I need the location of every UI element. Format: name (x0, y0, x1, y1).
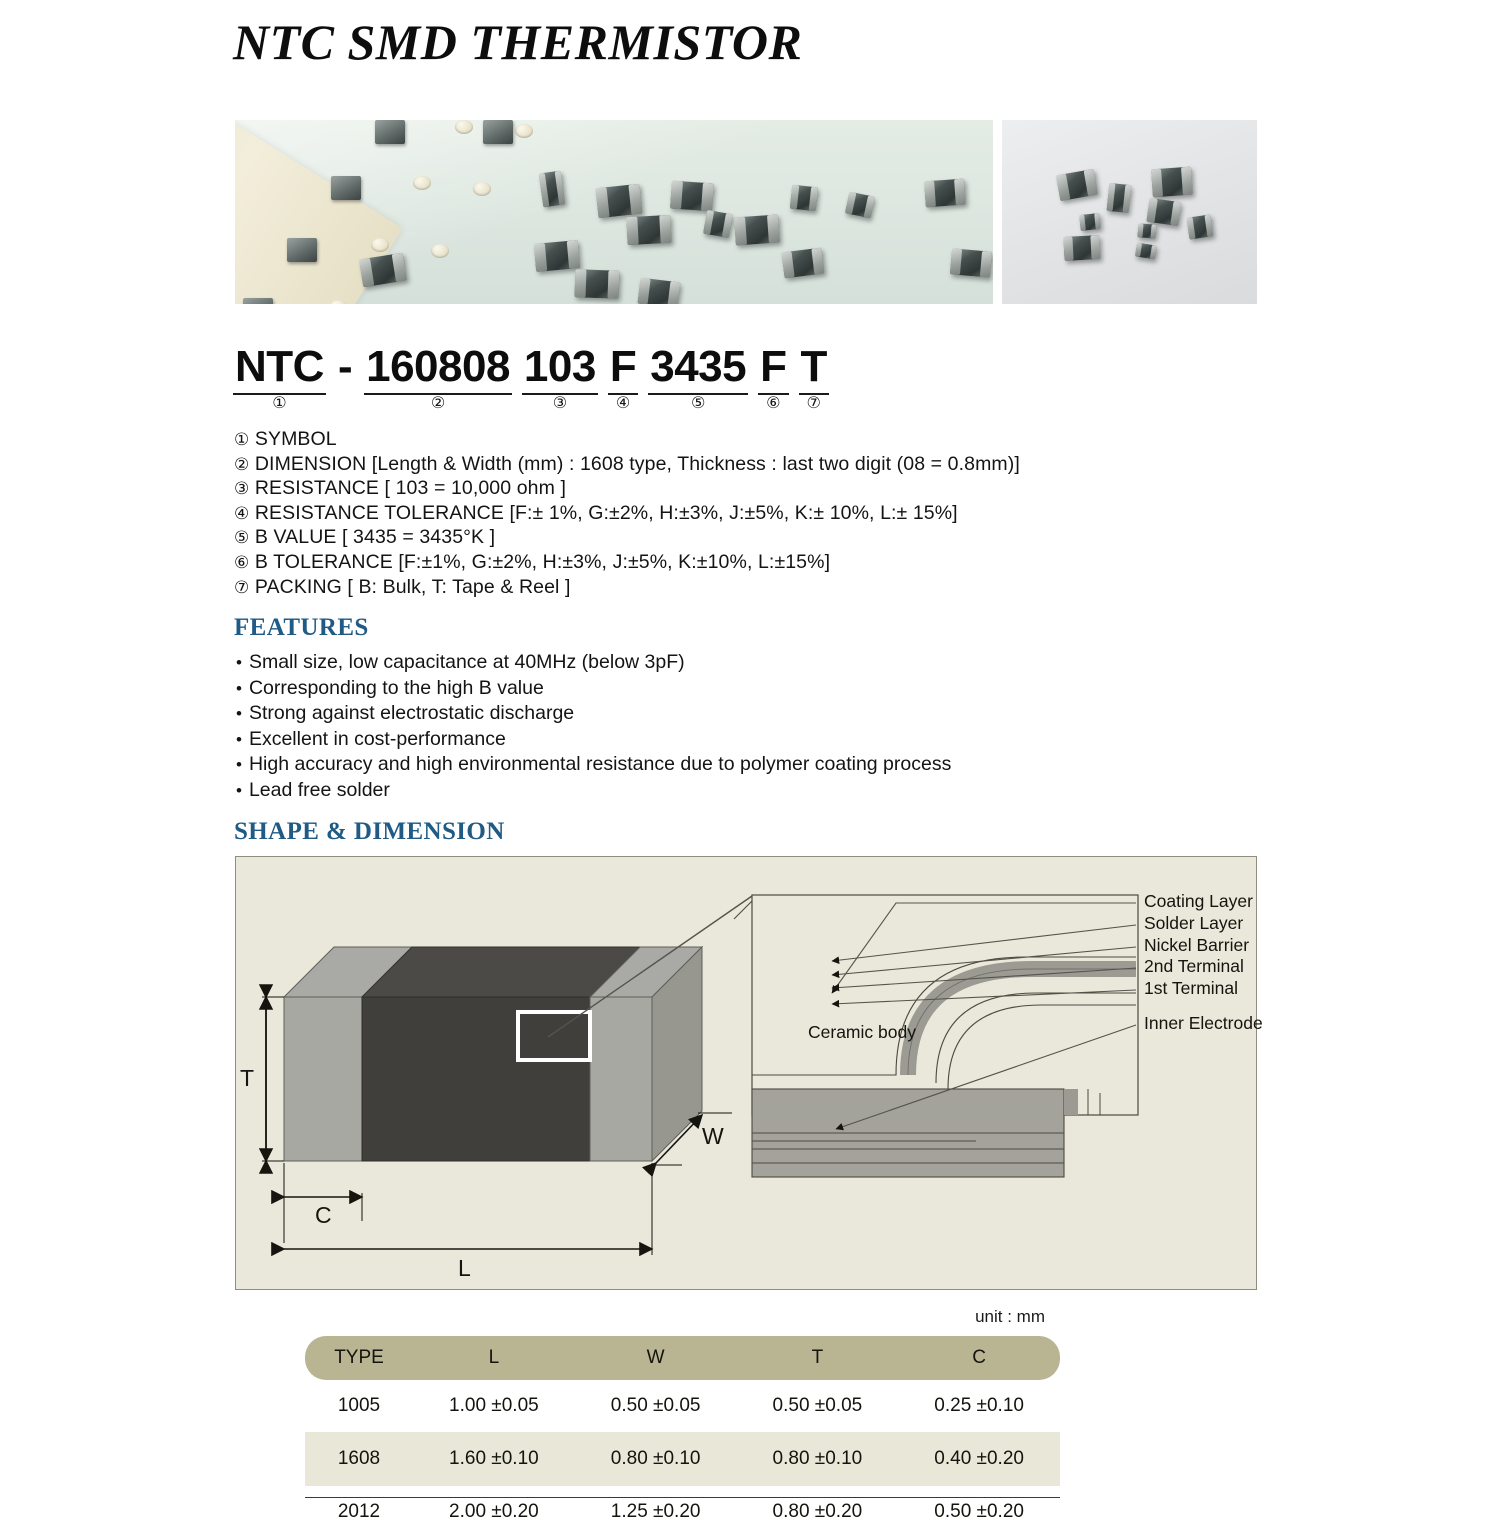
product-photo-loose (1002, 120, 1257, 304)
feature-text: Excellent in cost-performance (248, 727, 506, 750)
loose-chip (1151, 167, 1193, 198)
loose-chip (950, 248, 992, 277)
photo-background (1002, 120, 1257, 304)
feature-text: Corresponding to the high B value (248, 676, 544, 699)
feature-text: Lead free solder (248, 778, 390, 801)
loose-chip (1063, 235, 1100, 261)
legend-item (234, 453, 1020, 478)
legend-item (234, 526, 1020, 551)
taped-chip (375, 120, 405, 144)
legend-item (234, 428, 1020, 453)
legend-marker: ③ (234, 479, 250, 500)
loose-chip (782, 248, 825, 279)
pn-text: F (608, 342, 638, 395)
loose-chip (539, 171, 566, 208)
loose-chip (670, 181, 714, 212)
loose-chip (626, 215, 671, 245)
cell-type: 1608 (337, 1448, 381, 1469)
col-header-l: L (488, 1347, 500, 1368)
cell-c: 0.50 ±0.20 (934, 1501, 1024, 1522)
loose-chip (924, 179, 966, 208)
loose-chip (596, 184, 643, 218)
part-number-legend (234, 428, 1020, 600)
cell-t: 0.80 ±0.10 (772, 1448, 863, 1469)
cell-l: 2.00 ±0.20 (449, 1501, 539, 1522)
cell-l: 1.60 ±0.10 (449, 1448, 539, 1469)
tape-hole (431, 244, 449, 258)
product-photo-tape (235, 120, 993, 304)
legend-text: DIMENSION [Length & Width (mm) : 1608 type, Thickness : last two digit (08 = 0.8mm)] (254, 452, 1020, 475)
pn-text: 3435 (648, 342, 748, 395)
feature-item (236, 778, 951, 804)
pn-segment-dash (336, 344, 354, 392)
col-header-w: W (646, 1347, 665, 1368)
pn-segment-1 (233, 344, 326, 414)
table-row (305, 1486, 1060, 1538)
cell-type: 1005 (337, 1395, 381, 1416)
col-header-type: TYPE (334, 1347, 384, 1368)
dimension-table (305, 1336, 1060, 1538)
callout-nickel-barrier: Nickel Barrier (1144, 935, 1250, 955)
pn-segment-5 (648, 344, 748, 414)
loose-chip (1079, 213, 1101, 231)
legend-marker: ⑤ (234, 528, 250, 549)
pn-marker: ① (272, 393, 287, 412)
taped-chip (483, 120, 513, 144)
cell-c: 0.25 ±0.10 (934, 1395, 1024, 1416)
shape-diagram (236, 857, 1258, 1291)
legend-item (234, 502, 1020, 527)
part-number-breakdown (233, 344, 829, 414)
loose-chip (1187, 214, 1214, 239)
loose-chip (534, 240, 580, 272)
pn-segment-6 (758, 344, 788, 414)
pn-marker: ③ (552, 393, 568, 412)
cell-t: 0.80 ±0.20 (772, 1501, 863, 1522)
features-list (236, 650, 951, 803)
cell-type: 2012 (337, 1501, 381, 1522)
tape-hole (413, 176, 431, 190)
cell-w: 1.25 ±0.20 (610, 1501, 701, 1522)
callout-1st-terminal: 1st Terminal (1144, 978, 1239, 998)
tape-hole (473, 182, 491, 196)
loose-chip (1135, 243, 1157, 260)
loose-chip (703, 210, 733, 238)
loose-chip (575, 269, 620, 299)
taped-chip (287, 238, 317, 262)
legend-marker: ⑦ (234, 577, 250, 598)
loose-chip (790, 185, 818, 212)
table-row (305, 1380, 1060, 1432)
callout-2nd-terminal: 2nd Terminal (1144, 956, 1244, 976)
taped-chip (331, 176, 361, 200)
callout-inner-electrode: Inner Electrode (1144, 1013, 1263, 1033)
pn-marker: ⑦ (806, 393, 821, 412)
legend-text: RESISTANCE [ 103 = 10,000 ohm ] (254, 477, 566, 500)
legend-text: PACKING [ B: Bulk, T: Tape & Reel ] (254, 575, 571, 598)
feature-item (236, 701, 951, 727)
feature-item (236, 650, 951, 676)
legend-text: B VALUE [ 3435 = 3435°K ] (254, 526, 496, 549)
tape-hole (455, 120, 473, 134)
dimension-label-t: T (240, 1065, 255, 1091)
legend-marker: ④ (234, 503, 250, 524)
unit-note: unit : mm (975, 1307, 1045, 1326)
pn-marker: ④ (615, 393, 631, 412)
loose-chip (734, 214, 780, 245)
shape-dimension-panel (235, 856, 1263, 1290)
pn-text: F (758, 342, 788, 395)
tape-hole (515, 124, 533, 138)
shape-dimension-heading: SHAPE & DIMENSION (234, 818, 505, 845)
feature-text: High accuracy and high environmental resistance due to polymer coating process (248, 753, 952, 775)
col-header-c: C (972, 1347, 986, 1368)
pn-marker: ⑤ (691, 393, 706, 412)
cell-c: 0.40 ±0.20 (934, 1448, 1024, 1469)
pn-marker: ⑥ (766, 393, 781, 412)
cell-l: 1.00 ±0.05 (449, 1395, 539, 1416)
feature-text: Small size, low capacitance at 40MHz (below 3pF) (248, 651, 685, 673)
taped-chip (243, 298, 273, 304)
ceramic-body-label: Ceramic body (808, 1022, 916, 1042)
pn-segment-3 (522, 344, 598, 414)
loose-chip (1146, 198, 1181, 226)
pn-text: - (337, 342, 353, 391)
legend-marker: ⑥ (234, 552, 250, 573)
legend-item (234, 551, 1020, 576)
dimension-label-c: C (315, 1202, 332, 1228)
loose-chip (638, 278, 681, 304)
legend-marker: ② (234, 454, 250, 475)
legend-text: RESISTANCE TOLERANCE [F:± 1%, G:±2%, H:±3%, J:±5%, K:± 10%, L:± 15%] (254, 501, 958, 524)
cell-w: 0.50 ±0.05 (610, 1395, 701, 1416)
table-header-row (305, 1336, 1060, 1380)
legend-text: B TOLERANCE [F:±1%, G:±2%, H:±3%, J:±5%, K:±10%, L:±15%] (254, 550, 831, 573)
feature-item (236, 752, 951, 778)
pn-segment-4 (608, 344, 638, 414)
callout-solder-layer: Solder Layer (1144, 913, 1244, 933)
pn-text: 103 (522, 342, 598, 395)
legend-item (234, 576, 1020, 601)
cell-w: 0.80 ±0.10 (610, 1448, 701, 1469)
features-heading: FEATURES (234, 614, 369, 641)
pn-text: 160808 (364, 342, 512, 395)
dimension-label-w: W (702, 1123, 724, 1149)
legend-item (234, 477, 1020, 502)
loose-chip (1137, 223, 1156, 239)
col-header-t: T (811, 1347, 824, 1368)
legend-text: SYMBOL (254, 428, 337, 450)
page-title: NTC SMD THERMISTOR (233, 14, 803, 70)
legend-marker: ① (234, 430, 250, 450)
tape-hole (371, 238, 389, 252)
pn-text: T (799, 342, 829, 395)
callout-coating-layer: Coating Layer (1144, 891, 1253, 911)
feature-text: Strong against electrostatic discharge (248, 702, 575, 724)
pn-marker: ② (430, 393, 446, 412)
table-row (305, 1432, 1060, 1486)
feature-item (236, 727, 951, 753)
dimension-label-l: L (458, 1255, 471, 1281)
loose-chip (1107, 183, 1132, 213)
cell-t: 0.50 ±0.05 (772, 1395, 863, 1416)
pn-segment-7 (799, 344, 829, 414)
pn-text: NTC (233, 342, 326, 395)
pn-segment-2 (364, 344, 512, 414)
feature-item (236, 676, 951, 702)
table-bottom-rule (305, 1497, 1060, 1498)
